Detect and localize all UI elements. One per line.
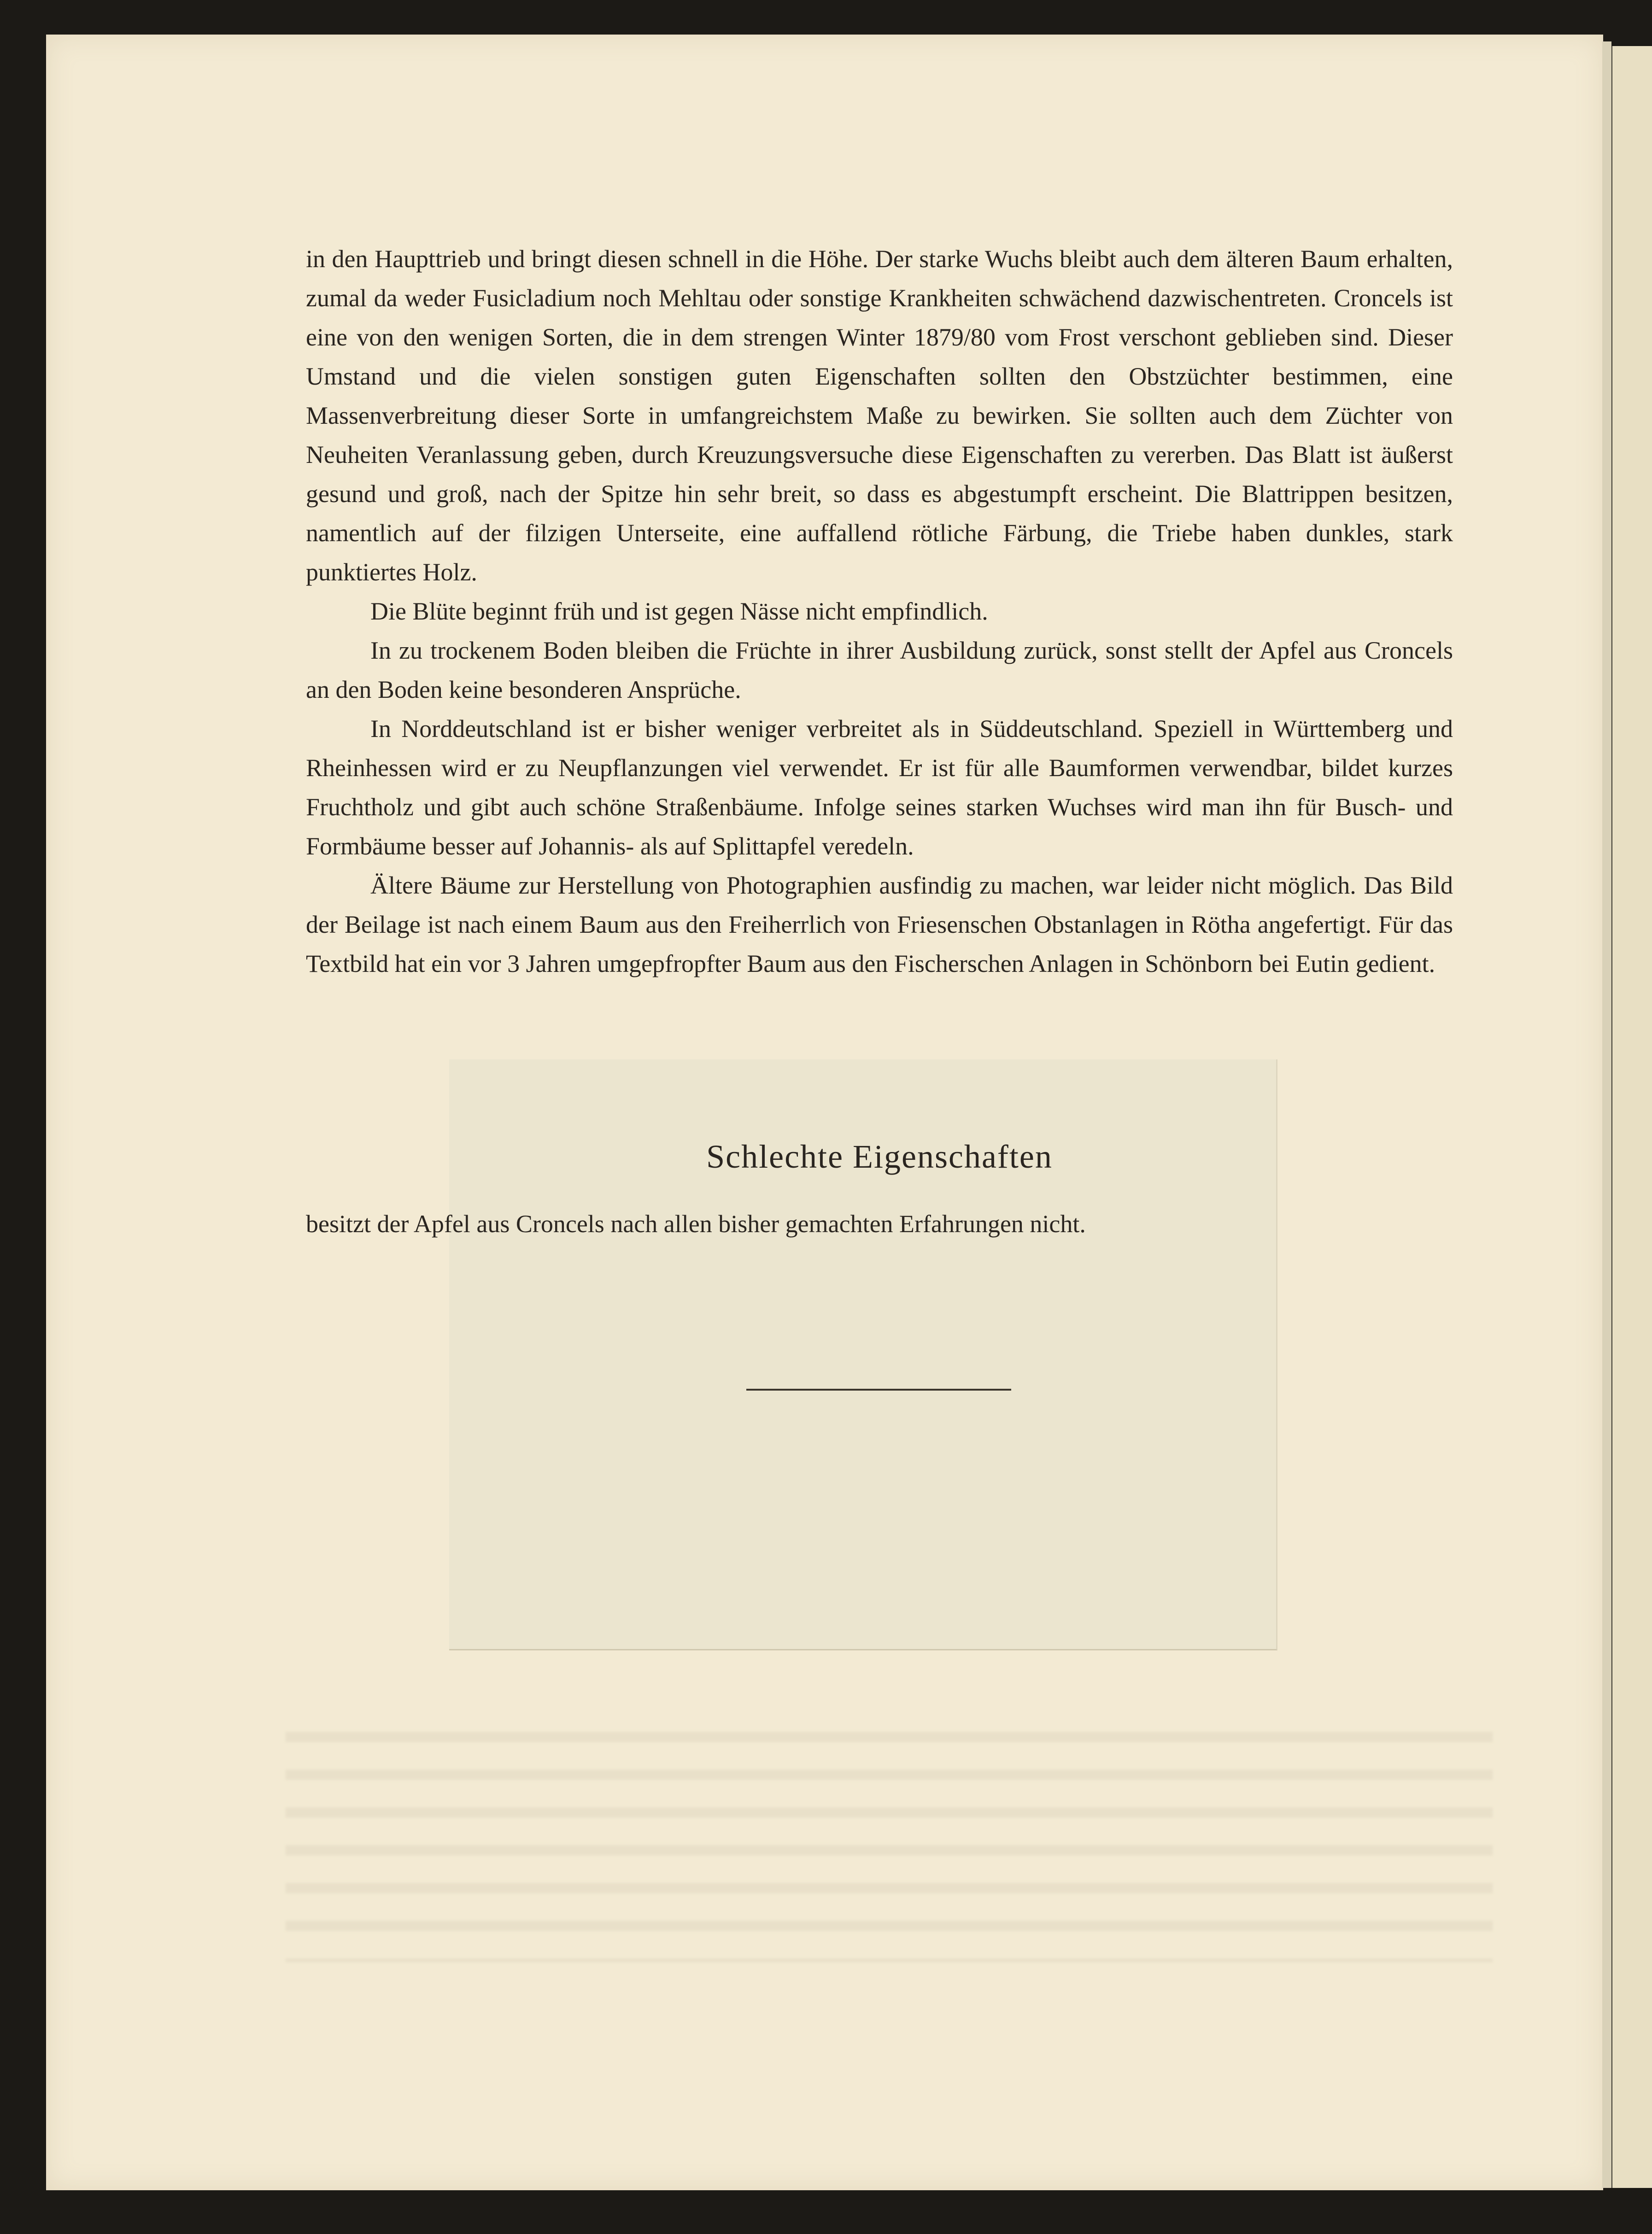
paragraph-4: In Norddeutschland ist er bisher weniger verbreitet als in Süddeutschland. Speziell in Württemberg und Rheinhessen wird er zu Neupflanzungen viel verwendet. Er ist für alle Baumformen verwendbar, bildet kurzes Fruchtholz und gibt auch schöne Straßenbäume. Infolge seines starken Wuchses wird man ihn für Busch- und Formbäume besser auf Johannis- als auf Splittapfel veredeln. [306, 715, 1453, 860]
paragraph-1: in den Haupttrieb und bringt diesen schnell in die Höhe. Der starke Wuchs bleibt auch dem älteren Baum erhalten, zumal da weder Fusicladium noch Mehltau oder sonstige Krankheiten schwächend dazwischentreten. Croncels ist eine von den wenigen Sorten, die in dem strengen Winter 1879/80 vom Frost verschont geblieben sind. Dieser Umstand und die vielen sonstigen guten Eigenschaften sollten den Obstzüchter bestimmen, eine Massenverbreitung dieser Sorte in umfangreichstem Maße zu bewirken. Sie sollten auch dem Züchter von Neuheiten Veranlassung geben, durch Kreuzungsversuche diese Eigenschaften zu vererben. Das Blatt ist äußerst gesund und groß, nach der Spitze hin sehr breit, so dass es abgestumpft erscheint. Die Blattrippen besitzen, namentlich auf der filzigen Unterseite, eine auffallend rötliche Färbung, die Triebe haben dunkles, stark punktiertes Holz. [306, 245, 1453, 586]
body-text [306, 240, 1453, 983]
paragraph-5: Ältere Bäume zur Herstellung von Photographien ausfindig zu machen, war leider nicht möglich. Das Bild der Beilage ist nach einem Baum aus den Freiherrlich von Friesenschen Obstanlagen in Rötha angefertigt. Für das Textbild hat ein vor 3 Jahren umgepfropfter Baum aus den Fischerschen Anlagen in Schönborn bei Eutin gedient. [306, 871, 1453, 977]
next-page-edge [1612, 46, 1652, 2188]
reverse-side-show-through [286, 1704, 1493, 1962]
page-edge [1602, 41, 1611, 2188]
paragraph-2: Die Blüte beginnt früh und ist gegen Nässe nicht empfindlich. [370, 597, 988, 625]
end-rule [746, 1389, 1011, 1391]
closing-sentence: besitzt der Apfel aus Croncels nach allen bisher gemachten Erfahrungen nicht. [306, 1210, 1086, 1238]
paragraph-3: In zu trockenem Boden bleiben die Früchte in ihrer Ausbildung zurück, sonst stellt der Apfel aus Croncels an den Boden keine besonderen Ansprüche. [306, 637, 1453, 703]
section-heading: Schlechte Eigenschaften [706, 1138, 1053, 1175]
